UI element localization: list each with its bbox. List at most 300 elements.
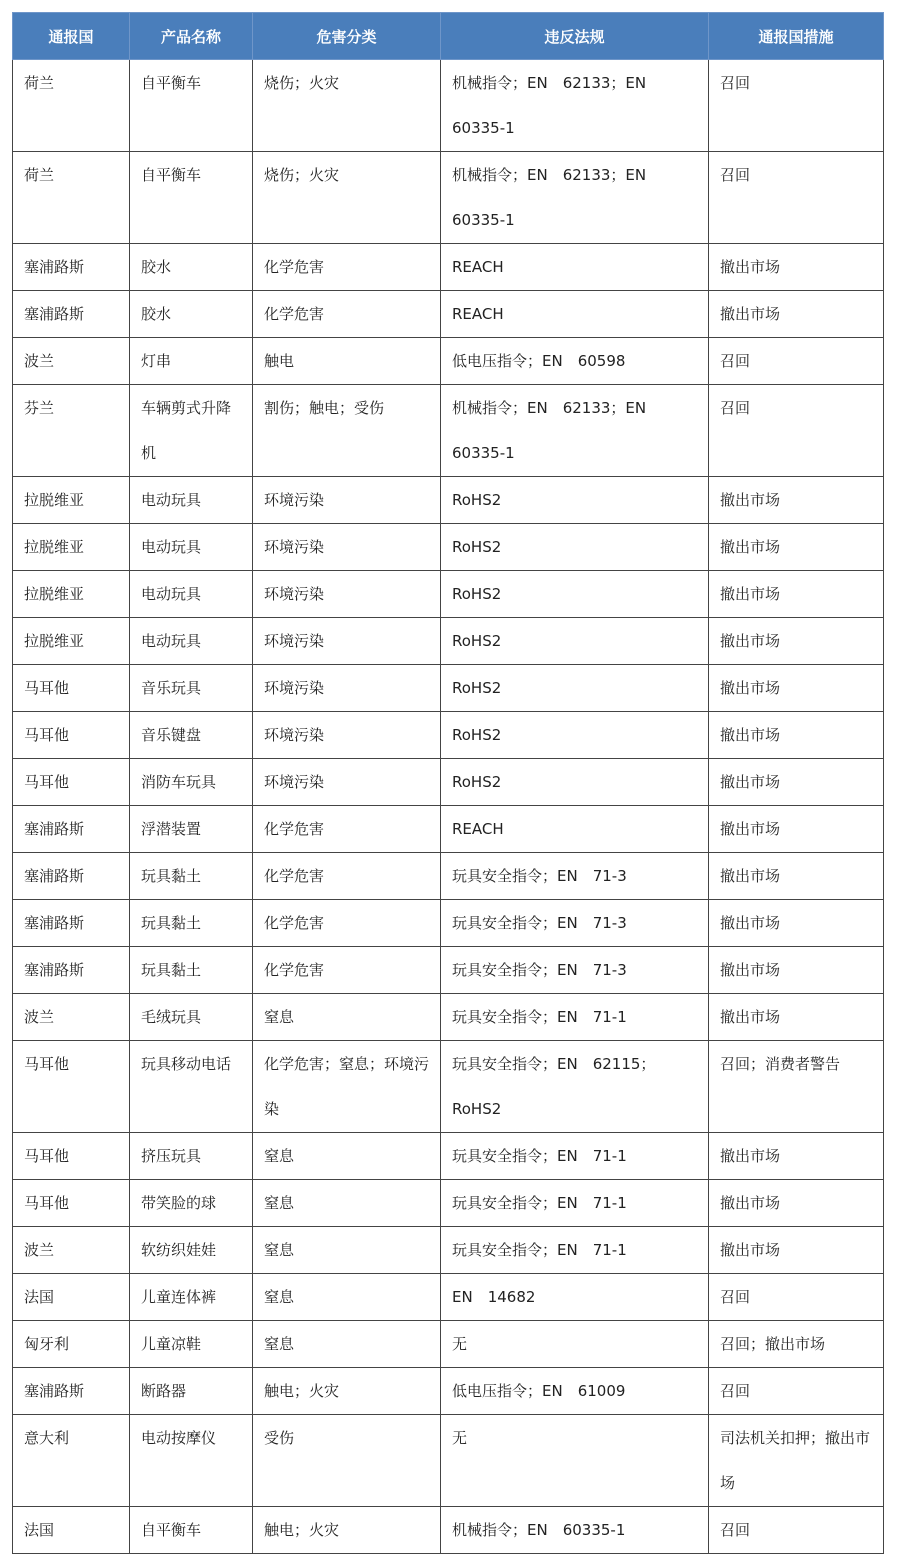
cell-hazard-category (253, 1180, 441, 1227)
cell-violated-regulation (441, 1321, 709, 1368)
table-row (13, 853, 884, 900)
table-row (13, 338, 884, 385)
cell-country (13, 385, 130, 477)
cell-measures-text: 召回；消费者警告 (720, 1055, 841, 1073)
table-row (13, 712, 884, 759)
cell-hazard-category-text: 环境污染 (264, 726, 325, 744)
cell-measures (709, 477, 884, 524)
cell-violated-regulation-text: 玩具安全指令；EN 71-1 (452, 1008, 627, 1026)
cell-country-text: 马耳他 (24, 726, 70, 744)
cell-hazard-category (253, 1415, 441, 1507)
table-row (13, 1227, 884, 1274)
cell-violated-regulation (441, 1227, 709, 1274)
table-row (13, 477, 884, 524)
cell-product-name (130, 1041, 253, 1133)
cell-hazard-category-text: 窒息 (264, 1194, 295, 1212)
cell-violated-regulation-text: RoHS2 (452, 726, 502, 744)
cell-violated-regulation (441, 853, 709, 900)
cell-product-name (130, 385, 253, 477)
cell-country (13, 1368, 130, 1415)
cell-country-text: 马耳他 (24, 1194, 70, 1212)
table-row (13, 571, 884, 618)
cell-country (13, 1507, 130, 1554)
cell-measures (709, 712, 884, 759)
cell-violated-regulation-text: 玩具安全指令；EN 71-1 (452, 1241, 627, 1259)
cell-product-name (130, 524, 253, 571)
cell-country (13, 244, 130, 291)
cell-violated-regulation-text: 无 (452, 1335, 468, 1353)
table-row (13, 618, 884, 665)
table-row (13, 994, 884, 1041)
cell-measures-text: 召回 (720, 399, 751, 417)
cell-country (13, 759, 130, 806)
cell-product-name (130, 1133, 253, 1180)
cell-country (13, 1180, 130, 1227)
cell-product-name (130, 1507, 253, 1554)
cell-measures-text: 召回 (720, 166, 751, 184)
cell-measures (709, 806, 884, 853)
cell-product-name-text: 电动玩具 (141, 538, 202, 556)
cell-violated-regulation (441, 291, 709, 338)
cell-measures (709, 759, 884, 806)
cell-measures (709, 1274, 884, 1321)
cell-product-name-text: 电动玩具 (141, 585, 202, 603)
cell-measures (709, 1507, 884, 1554)
cell-measures (709, 947, 884, 994)
cell-hazard-category (253, 853, 441, 900)
cell-product-name-text: 消防车玩具 (141, 773, 217, 791)
cell-country-text: 拉脱维亚 (24, 538, 85, 556)
cell-violated-regulation-text: 玩具安全指令；EN 71-3 (452, 961, 627, 979)
cell-country-text: 波兰 (24, 1241, 55, 1259)
cell-hazard-category-text: 化学危害 (264, 820, 325, 838)
cell-violated-regulation-text: RoHS2 (452, 773, 502, 791)
cell-product-name-text: 儿童凉鞋 (141, 1335, 202, 1353)
cell-measures (709, 1041, 884, 1133)
cell-product-name-text: 玩具移动电话 (141, 1055, 232, 1073)
cell-product-name-text: 断路器 (141, 1382, 187, 1400)
cell-hazard-category-text: 环境污染 (264, 632, 325, 650)
cell-country-text: 马耳他 (24, 773, 70, 791)
cell-product-name-text: 自平衡车 (141, 166, 202, 184)
table-row (13, 60, 884, 152)
cell-product-name (130, 477, 253, 524)
cell-violated-regulation (441, 759, 709, 806)
cell-hazard-category (253, 60, 441, 152)
cell-country (13, 665, 130, 712)
cell-violated-regulation (441, 244, 709, 291)
cell-country-text: 意大利 (24, 1429, 70, 1447)
cell-country-text: 拉脱维亚 (24, 632, 85, 650)
cell-product-name-text: 电动按摩仪 (141, 1429, 217, 1447)
cell-hazard-category (253, 1227, 441, 1274)
cell-violated-regulation (441, 618, 709, 665)
cell-hazard-category (253, 665, 441, 712)
cell-violated-regulation (441, 152, 709, 244)
cell-measures-text: 撤出市场 (720, 538, 781, 556)
cell-hazard-category-text: 窒息 (264, 1335, 295, 1353)
cell-product-name (130, 152, 253, 244)
header-measures: 通报国措施 (709, 13, 884, 60)
table-row (13, 1041, 884, 1133)
cell-hazard-category-text: 烧伤；火灾 (264, 166, 340, 184)
cell-violated-regulation (441, 477, 709, 524)
cell-violated-regulation-text: 低电压指令；EN 60598 (452, 352, 626, 370)
cell-product-name (130, 571, 253, 618)
cell-product-name (130, 291, 253, 338)
cell-measures-text: 撤出市场 (720, 679, 781, 697)
cell-violated-regulation (441, 900, 709, 947)
cell-violated-regulation-text: 玩具安全指令；EN 71-3 (452, 867, 627, 885)
cell-country-text: 塞浦路斯 (24, 305, 85, 323)
table-row (13, 665, 884, 712)
cell-violated-regulation (441, 338, 709, 385)
cell-country-text: 塞浦路斯 (24, 1382, 85, 1400)
cell-violated-regulation-text: 机械指令；EN 60335-1 (452, 1521, 626, 1539)
cell-measures (709, 1368, 884, 1415)
cell-violated-regulation (441, 385, 709, 477)
cell-violated-regulation-text: 玩具安全指令；EN 62115；RoHS2 (452, 1055, 656, 1118)
cell-hazard-category-text: 窒息 (264, 1147, 295, 1165)
cell-violated-regulation (441, 60, 709, 152)
cell-measures-text: 召回 (720, 1521, 751, 1539)
cell-country (13, 291, 130, 338)
cell-hazard-category (253, 618, 441, 665)
cell-violated-regulation (441, 806, 709, 853)
cell-hazard-category-text: 化学危害 (264, 305, 325, 323)
cell-country-text: 匈牙利 (24, 1335, 70, 1353)
cell-hazard-category-text: 化学危害 (264, 961, 325, 979)
cell-product-name (130, 338, 253, 385)
cell-country-text: 荷兰 (24, 74, 55, 92)
cell-hazard-category (253, 947, 441, 994)
cell-measures (709, 853, 884, 900)
cell-product-name (130, 1368, 253, 1415)
cell-hazard-category-text: 化学危害 (264, 867, 325, 885)
cell-country-text: 塞浦路斯 (24, 867, 85, 885)
cell-hazard-category (253, 385, 441, 477)
cell-country-text: 波兰 (24, 1008, 55, 1026)
cell-product-name (130, 712, 253, 759)
table-row (13, 806, 884, 853)
cell-hazard-category (253, 152, 441, 244)
cell-violated-regulation (441, 1041, 709, 1133)
cell-product-name-text: 车辆剪式升降机 (141, 399, 232, 462)
cell-product-name (130, 853, 253, 900)
cell-hazard-category-text: 烧伤；火灾 (264, 74, 340, 92)
cell-violated-regulation (441, 1274, 709, 1321)
cell-measures (709, 524, 884, 571)
cell-violated-regulation-text: 低电压指令；EN 61009 (452, 1382, 626, 1400)
cell-country (13, 1415, 130, 1507)
cell-measures (709, 60, 884, 152)
cell-hazard-category (253, 1274, 441, 1321)
cell-measures-text: 撤出市场 (720, 867, 781, 885)
cell-violated-regulation (441, 1415, 709, 1507)
cell-violated-regulation (441, 994, 709, 1041)
table-row (13, 1274, 884, 1321)
cell-country (13, 1227, 130, 1274)
cell-product-name-text: 挤压玩具 (141, 1147, 202, 1165)
cell-product-name-text: 音乐键盘 (141, 726, 202, 744)
cell-measures (709, 338, 884, 385)
cell-product-name (130, 60, 253, 152)
cell-product-name (130, 1274, 253, 1321)
cell-measures-text: 撤出市场 (720, 1241, 781, 1259)
cell-measures-text: 撤出市场 (720, 1147, 781, 1165)
cell-product-name-text: 软纺织娃娃 (141, 1241, 217, 1259)
cell-measures (709, 291, 884, 338)
cell-measures (709, 994, 884, 1041)
cell-country-text: 塞浦路斯 (24, 820, 85, 838)
cell-product-name-text: 玩具黏土 (141, 961, 202, 979)
cell-hazard-category (253, 759, 441, 806)
cell-violated-regulation (441, 665, 709, 712)
cell-hazard-category-text: 触电；火灾 (264, 1521, 340, 1539)
cell-country (13, 1133, 130, 1180)
cell-hazard-category (253, 806, 441, 853)
cell-violated-regulation-text: EN 14682 (452, 1288, 536, 1306)
cell-measures (709, 1415, 884, 1507)
cell-hazard-category-text: 环境污染 (264, 679, 325, 697)
cell-violated-regulation (441, 712, 709, 759)
table-row (13, 900, 884, 947)
cell-measures-text: 撤出市场 (720, 585, 781, 603)
cell-product-name-text: 灯串 (141, 352, 172, 370)
cell-hazard-category (253, 477, 441, 524)
cell-product-name (130, 1227, 253, 1274)
cell-hazard-category (253, 244, 441, 291)
cell-hazard-category-text: 环境污染 (264, 585, 325, 603)
cell-hazard-category-text: 环境污染 (264, 491, 325, 509)
cell-violated-regulation (441, 1368, 709, 1415)
cell-measures-text: 召回；撤出市场 (720, 1335, 826, 1353)
cell-hazard-category (253, 900, 441, 947)
cell-violated-regulation (441, 524, 709, 571)
cell-country (13, 1041, 130, 1133)
cell-product-name-text: 胶水 (141, 305, 172, 323)
cell-measures (709, 1227, 884, 1274)
cell-hazard-category-text: 化学危害 (264, 914, 325, 932)
cell-measures-text: 撤出市场 (720, 1008, 781, 1026)
cell-hazard-category (253, 524, 441, 571)
cell-country (13, 806, 130, 853)
cell-product-name-text: 带笑脸的球 (141, 1194, 217, 1212)
cell-measures-text: 撤出市场 (720, 914, 781, 932)
table-row (13, 1180, 884, 1227)
cell-country (13, 900, 130, 947)
table-row (13, 759, 884, 806)
cell-country-text: 马耳他 (24, 679, 70, 697)
cell-product-name (130, 618, 253, 665)
recall-notification-table (12, 12, 884, 1554)
cell-violated-regulation-text: 玩具安全指令；EN 71-1 (452, 1194, 627, 1212)
cell-hazard-category (253, 1507, 441, 1554)
cell-country-text: 芬兰 (24, 399, 55, 417)
table-row (13, 1415, 884, 1507)
cell-violated-regulation-text: 玩具安全指令；EN 71-3 (452, 914, 627, 932)
cell-violated-regulation-text: 机械指令；EN 62133；EN 60335-1 (452, 74, 662, 137)
cell-product-name-text: 玩具黏土 (141, 914, 202, 932)
cell-hazard-category (253, 338, 441, 385)
cell-country (13, 338, 130, 385)
cell-measures (709, 385, 884, 477)
cell-product-name-text: 电动玩具 (141, 491, 202, 509)
cell-product-name (130, 947, 253, 994)
cell-country-text: 法国 (24, 1521, 55, 1539)
cell-hazard-category (253, 571, 441, 618)
table-row (13, 524, 884, 571)
cell-violated-regulation (441, 1133, 709, 1180)
cell-measures-text: 撤出市场 (720, 773, 781, 791)
cell-country-text: 拉脱维亚 (24, 585, 85, 603)
cell-product-name (130, 1415, 253, 1507)
cell-measures-text: 撤出市场 (720, 491, 781, 509)
cell-hazard-category-text: 触电；火灾 (264, 1382, 340, 1400)
cell-violated-regulation-text: RoHS2 (452, 632, 502, 650)
cell-hazard-category (253, 1041, 441, 1133)
cell-country (13, 618, 130, 665)
cell-measures (709, 618, 884, 665)
cell-country (13, 571, 130, 618)
cell-product-name (130, 665, 253, 712)
table-row (13, 244, 884, 291)
cell-violated-regulation (441, 571, 709, 618)
cell-product-name-text: 电动玩具 (141, 632, 202, 650)
cell-hazard-category-text: 窒息 (264, 1241, 295, 1259)
cell-product-name (130, 994, 253, 1041)
cell-violated-regulation-text: 玩具安全指令；EN 71-1 (452, 1147, 627, 1165)
table-header-row (13, 13, 884, 60)
table-row (13, 1133, 884, 1180)
table-row (13, 152, 884, 244)
cell-product-name-text: 胶水 (141, 258, 172, 276)
cell-measures (709, 1133, 884, 1180)
cell-measures-text: 召回 (720, 352, 751, 370)
cell-product-name-text: 玩具黏土 (141, 867, 202, 885)
cell-product-name (130, 806, 253, 853)
table-row (13, 291, 884, 338)
cell-measures-text: 撤出市场 (720, 258, 781, 276)
header-violated-regulation: 违反法规 (441, 13, 709, 60)
cell-measures (709, 152, 884, 244)
header-country: 通报国 (13, 13, 130, 60)
cell-measures-text: 撤出市场 (720, 726, 781, 744)
cell-hazard-category-text: 环境污染 (264, 538, 325, 556)
table-row (13, 947, 884, 994)
cell-product-name (130, 759, 253, 806)
cell-violated-regulation-text: 机械指令；EN 62133；EN 60335-1 (452, 399, 662, 462)
cell-hazard-category-text: 窒息 (264, 1008, 295, 1026)
cell-country-text: 塞浦路斯 (24, 258, 85, 276)
cell-product-name-text: 浮潜装置 (141, 820, 202, 838)
cell-measures (709, 244, 884, 291)
cell-hazard-category (253, 994, 441, 1041)
cell-measures-text: 召回 (720, 1382, 751, 1400)
header-hazard-category: 危害分类 (253, 13, 441, 60)
cell-country-text: 马耳他 (24, 1055, 70, 1073)
cell-violated-regulation-text: REACH (452, 820, 504, 838)
header-product-name: 产品名称 (130, 13, 253, 60)
cell-violated-regulation-text: REACH (452, 258, 504, 276)
cell-measures (709, 1321, 884, 1368)
cell-country (13, 477, 130, 524)
cell-product-name-text: 毛绒玩具 (141, 1008, 202, 1026)
cell-hazard-category (253, 1321, 441, 1368)
cell-hazard-category (253, 1368, 441, 1415)
cell-hazard-category-text: 触电 (264, 352, 295, 370)
cell-measures-text: 撤出市场 (720, 632, 781, 650)
cell-country (13, 152, 130, 244)
cell-hazard-category-text: 割伤；触电；受伤 (264, 399, 385, 417)
cell-product-name (130, 1180, 253, 1227)
cell-hazard-category-text: 化学危害 (264, 258, 325, 276)
cell-hazard-category (253, 291, 441, 338)
table-row (13, 1368, 884, 1415)
cell-product-name-text: 音乐玩具 (141, 679, 202, 697)
cell-country (13, 1274, 130, 1321)
cell-measures (709, 1180, 884, 1227)
cell-measures-text: 撤出市场 (720, 305, 781, 323)
cell-country-text: 塞浦路斯 (24, 914, 85, 932)
cell-violated-regulation-text: RoHS2 (452, 491, 502, 509)
cell-violated-regulation-text: 机械指令；EN 62133；EN 60335-1 (452, 166, 662, 229)
cell-measures-text: 撤出市场 (720, 820, 781, 838)
cell-violated-regulation-text: RoHS2 (452, 585, 502, 603)
cell-product-name-text: 自平衡车 (141, 74, 202, 92)
cell-country (13, 524, 130, 571)
cell-measures (709, 571, 884, 618)
cell-product-name (130, 244, 253, 291)
table-body (13, 60, 884, 1554)
cell-measures-text: 司法机关扣押；撤出市场 (720, 1429, 871, 1492)
cell-violated-regulation-text: RoHS2 (452, 538, 502, 556)
cell-country (13, 712, 130, 759)
cell-country-text: 荷兰 (24, 166, 55, 184)
cell-country-text: 法国 (24, 1288, 55, 1306)
table-row (13, 1321, 884, 1368)
cell-hazard-category (253, 712, 441, 759)
cell-measures (709, 665, 884, 712)
cell-product-name-text: 儿童连体裤 (141, 1288, 217, 1306)
cell-country-text: 马耳他 (24, 1147, 70, 1165)
cell-country (13, 60, 130, 152)
cell-violated-regulation (441, 1507, 709, 1554)
cell-country (13, 853, 130, 900)
cell-country (13, 947, 130, 994)
cell-hazard-category-text: 环境污染 (264, 773, 325, 791)
table-row (13, 385, 884, 477)
cell-product-name (130, 900, 253, 947)
cell-product-name-text: 自平衡车 (141, 1521, 202, 1539)
cell-hazard-category-text: 受伤 (264, 1429, 295, 1447)
cell-violated-regulation-text: RoHS2 (452, 679, 502, 697)
cell-country (13, 1321, 130, 1368)
cell-product-name (130, 1321, 253, 1368)
cell-country-text: 波兰 (24, 352, 55, 370)
cell-violated-regulation (441, 947, 709, 994)
table-row (13, 1507, 884, 1554)
cell-country-text: 塞浦路斯 (24, 961, 85, 979)
cell-measures-text: 召回 (720, 1288, 751, 1306)
cell-hazard-category-text: 化学危害；窒息；环境污染 (264, 1055, 430, 1118)
cell-hazard-category-text: 窒息 (264, 1288, 295, 1306)
cell-measures (709, 900, 884, 947)
cell-measures-text: 撤出市场 (720, 1194, 781, 1212)
cell-country-text: 拉脱维亚 (24, 491, 85, 509)
cell-country (13, 994, 130, 1041)
cell-violated-regulation-text: 无 (452, 1429, 468, 1447)
